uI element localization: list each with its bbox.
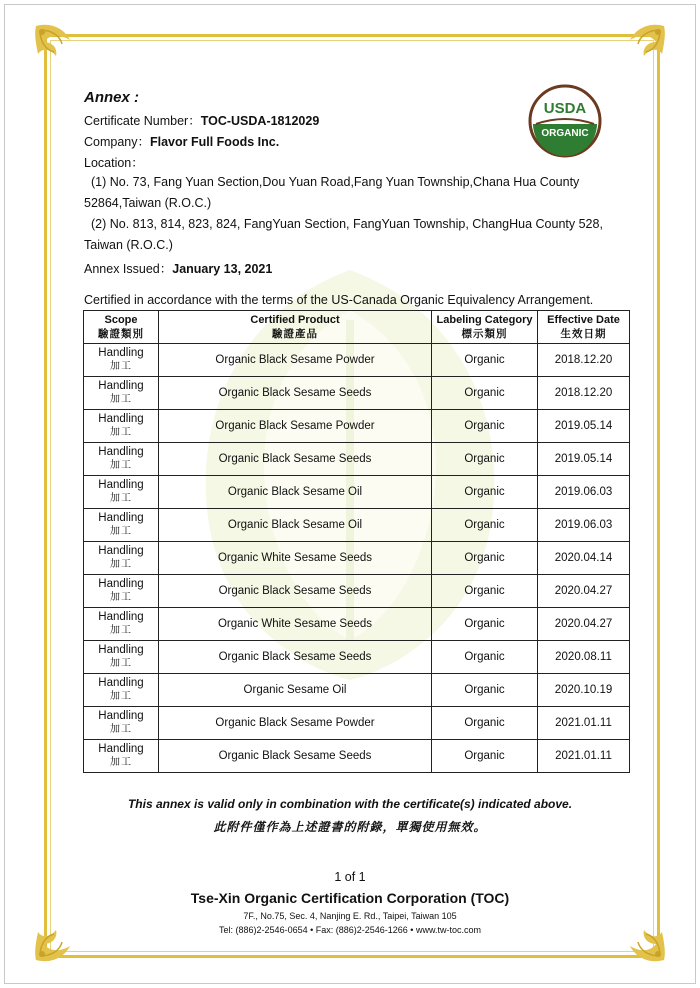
category-cell: Organic (432, 740, 538, 773)
validity-note-en: This annex is valid only in combination with the certificate(s) indicated above. (127, 797, 573, 811)
scope-cell: Handling 加工 (84, 707, 159, 740)
annex-title: Annex : (84, 89, 140, 106)
product-cell: Organic Black Sesame Powder (159, 410, 432, 443)
table-row (84, 509, 630, 542)
category-cell: Organic (432, 443, 538, 476)
category-cell: Organic (432, 674, 538, 707)
date-cell: 2019.06.03 (538, 476, 630, 509)
category-cell: Organic (432, 641, 538, 674)
date-cell: 2018.12.20 (538, 344, 630, 377)
category-cell: Organic (432, 476, 538, 509)
category-cell: Organic (432, 707, 538, 740)
scope-cell: Handling 加工 (84, 542, 159, 575)
certified-statement: Certified in accordance with the terms of the US-Canada Organic Equivalency Arrangement. (84, 293, 594, 307)
company-label: Company： (84, 135, 150, 149)
category-cell: Organic (432, 344, 538, 377)
company-line (84, 132, 279, 150)
product-cell: Organic Sesame Oil (159, 674, 432, 707)
scope-cell: Handling 加工 (84, 641, 159, 674)
header-certified-product: Certified Product 驗證產品 (159, 311, 432, 344)
category-cell: Organic (432, 509, 538, 542)
validity-note-zh: 此附件僅作為上述證書的附錄，單獨使用無效。 (213, 820, 487, 834)
table-row (84, 476, 630, 509)
table-row (84, 377, 630, 410)
product-cell: Organic Black Sesame Seeds (159, 740, 432, 773)
date-cell: 2018.12.20 (538, 377, 630, 410)
scope-cell: Handling 加工 (84, 575, 159, 608)
certificate-number: TOC-USDA-1812029 (200, 114, 320, 128)
date-cell: 2019.05.14 (538, 410, 630, 443)
date-cell: 2020.04.27 (538, 575, 630, 608)
scope-cell: Handling 加工 (84, 410, 159, 443)
annex-issued-label: Annex Issued： (84, 262, 173, 276)
product-cell: Organic Black Sesame Seeds (159, 641, 432, 674)
page-number: 1 of 1 (334, 870, 366, 884)
date-cell: 2019.06.03 (538, 509, 630, 542)
product-cell: Organic White Sesame Seeds (159, 608, 432, 641)
location-2-line-2: Taiwan (R.O.C.) (84, 238, 173, 252)
product-cell: Organic Black Sesame Powder (159, 344, 432, 377)
product-cell: Organic Black Sesame Oil (159, 509, 432, 542)
corner-ornament-icon (606, 20, 670, 84)
certificate-number-line (84, 111, 319, 129)
scope-cell: Handling 加工 (84, 608, 159, 641)
table-row (84, 674, 630, 707)
table-row (84, 542, 630, 575)
scope-cell: Handling 加工 (84, 674, 159, 707)
product-cell: Organic Black Sesame Oil (159, 476, 432, 509)
date-cell: 2020.04.27 (538, 608, 630, 641)
date-cell: 2020.08.11 (538, 641, 630, 674)
usda-organic-seal-icon (528, 84, 602, 158)
table-header-row (84, 311, 630, 344)
date-cell: 2021.01.11 (538, 707, 630, 740)
table-row (84, 410, 630, 443)
date-cell: 2020.04.14 (538, 542, 630, 575)
corner-ornament-icon (30, 20, 94, 84)
table-row (84, 443, 630, 476)
category-cell: Organic (432, 377, 538, 410)
category-cell: Organic (432, 575, 538, 608)
scope-cell: Handling 加工 (84, 509, 159, 542)
usda-seal-bottom-text: ORGANIC (541, 128, 589, 139)
product-cell: Organic Black Sesame Seeds (159, 377, 432, 410)
scope-cell: Handling 加工 (84, 443, 159, 476)
usda-seal-top-text: USDA (543, 100, 587, 117)
scope-cell: Handling 加工 (84, 344, 159, 377)
location-1-line-1: (1) No. 73, Fang Yuan Section,Dou Yuan Road,Fang Yuan Township,Chana Hua County (91, 175, 580, 189)
table-row (84, 575, 630, 608)
category-cell: Organic (432, 410, 538, 443)
organization-address: 7F., No.75, Sec. 4, Nanjing E. Rd., Taipei, Taiwan 105 (243, 911, 457, 921)
location-label: Location： (84, 156, 144, 170)
location-2-line-1: (2) No. 813, 814, 823, 824, FangYuan Section, FangYuan Township, ChangHua County 528, (91, 217, 603, 231)
table-row (84, 707, 630, 740)
product-cell: Organic Black Sesame Seeds (159, 443, 432, 476)
header-labeling-category: Labeling Category 標示類別 (432, 311, 538, 344)
date-cell: 2021.01.11 (538, 740, 630, 773)
certificate-number-label: Certificate Number： (84, 114, 201, 128)
annex-issued-line (84, 259, 272, 277)
company-name: Flavor Full Foods Inc. (150, 135, 280, 149)
category-cell: Organic (432, 542, 538, 575)
product-cell: Organic Black Sesame Seeds (159, 575, 432, 608)
location-1-line-2: 52864,Taiwan (R.O.C.) (84, 196, 212, 210)
product-cell: Organic White Sesame Seeds (159, 542, 432, 575)
scope-cell: Handling 加工 (84, 476, 159, 509)
annex-issued-date: January 13, 2021 (172, 262, 273, 276)
table-row (84, 641, 630, 674)
header-scope: Scope 驗證類別 (84, 311, 159, 344)
scope-cell: Handling 加工 (84, 740, 159, 773)
scope-cell: Handling 加工 (84, 377, 159, 410)
category-cell: Organic (432, 608, 538, 641)
organization-name: Tse-Xin Organic Certification Corporation (TOC) (190, 890, 510, 906)
date-cell: 2019.05.14 (538, 443, 630, 476)
organization-contact: Tel: (886)2-2546-0654 • Fax: (886)2-2546-1266 • www.tw-toc.com (219, 925, 481, 935)
certified-products-table (83, 310, 630, 773)
table-row (84, 740, 630, 773)
date-cell: 2020.10.19 (538, 674, 630, 707)
table-row (84, 608, 630, 641)
product-cell: Organic Black Sesame Powder (159, 707, 432, 740)
header-effective-date: Effective Date 生效日期 (538, 311, 630, 344)
table-row (84, 344, 630, 377)
